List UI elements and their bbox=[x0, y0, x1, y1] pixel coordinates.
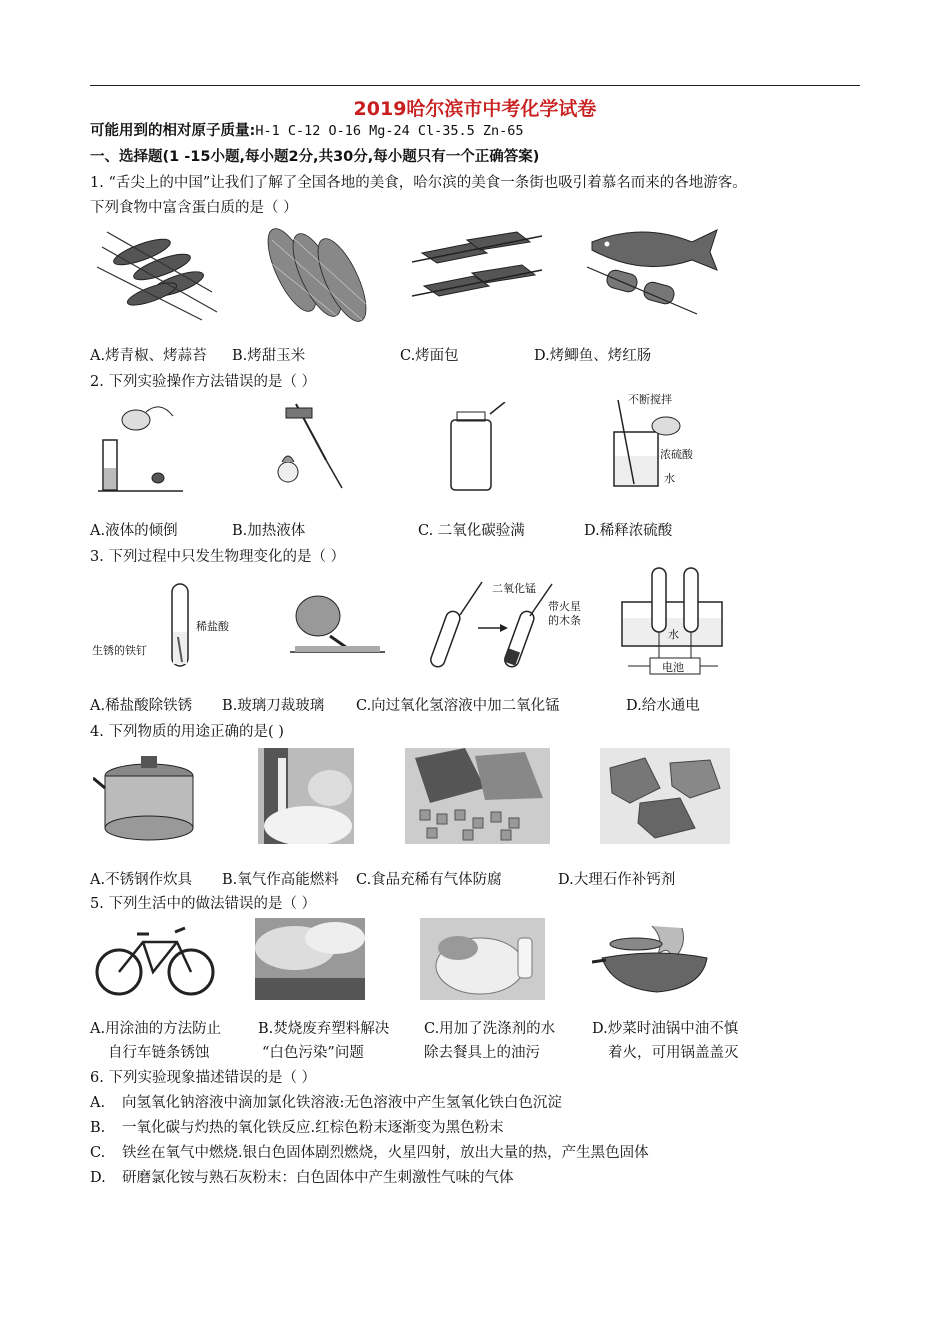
q2-option-a[interactable]: A.液体的倾倒 bbox=[90, 523, 178, 539]
exam-title: 2019哈尔滨市中考化学试卷 bbox=[353, 98, 597, 120]
q1-option-d[interactable]: D.烤鲫鱼、烤红肠 bbox=[534, 348, 652, 364]
bicycle-image bbox=[93, 918, 218, 1000]
label-electrolysis-water: 水 bbox=[668, 628, 679, 641]
q4-option-b[interactable]: B.氧气作高能燃料 bbox=[222, 872, 339, 888]
label-stir: 不断搅拌 bbox=[628, 393, 672, 406]
atomic-mass-values: H-1 C-12 O-16 Mg-24 Cl-35.5 Zn-65 bbox=[255, 123, 524, 139]
q5-option-b-line1[interactable]: B.焚烧废弃塑料解决 bbox=[258, 1021, 390, 1037]
q4-option-d[interactable]: D.大理石作补钙剂 bbox=[558, 872, 676, 888]
q6-option-c-letter: C. bbox=[90, 1145, 106, 1161]
q1-stem-line2: 下列食物中富含蛋白质的是（ ） bbox=[90, 200, 298, 216]
q6-option-b-letter: B. bbox=[90, 1120, 106, 1136]
heating-liquid-image bbox=[268, 400, 358, 492]
q3-option-c[interactable]: C.向过氧化氢溶液中加二氧化锰 bbox=[356, 698, 560, 714]
burning-plastic-image bbox=[255, 918, 365, 1000]
q5-option-a-line1[interactable]: A.用涂油的方法防止 bbox=[90, 1021, 222, 1037]
q6-option-c-text: 铁丝在氧气中燃烧.银白色固体剧烈燃烧，火星四射，放出大量的热，产生黑色固体 bbox=[122, 1145, 649, 1161]
q1-stem-line1: 1. “舌尖上的中国”让我们了解了全国各地的美食，哈尔滨的美食一条街也吸引着慕名而来的各地游客。 bbox=[90, 175, 747, 191]
atomic-mass-line bbox=[90, 121, 524, 141]
pressure-cooker-image bbox=[93, 748, 208, 844]
q6-option-c[interactable] bbox=[90, 1143, 649, 1163]
q3-stem: 3. 下列过程中只发生物理变化的是（ ） bbox=[90, 549, 346, 565]
rocket-launch-image bbox=[258, 748, 354, 844]
q2-option-d[interactable]: D.稀释浓硫酸 bbox=[584, 523, 673, 539]
dilute-acid-image bbox=[604, 392, 734, 492]
q1-option-c[interactable]: C.烤面包 bbox=[400, 348, 459, 364]
q3-option-d[interactable]: D.给水通电 bbox=[626, 698, 700, 714]
co2-test-image bbox=[445, 402, 515, 492]
washing-dishes-image bbox=[420, 918, 545, 1000]
q6-option-d-letter: D. bbox=[90, 1170, 106, 1186]
label-splint-2: 的木条 bbox=[548, 614, 581, 627]
q4-stem: 4. 下列物质的用途正确的是( ) bbox=[90, 724, 284, 740]
q5-option-a-line2: 自行车链条锈蚀 bbox=[108, 1045, 210, 1061]
q5-stem: 5. 下列生活中的做法错误的是（ ） bbox=[90, 896, 317, 912]
q4-option-c[interactable]: C.食品充稀有气体防腐 bbox=[356, 872, 502, 888]
q6-stem: 6. 下列实验现象描述错误的是（ ） bbox=[90, 1070, 317, 1086]
pan-fire-image bbox=[592, 918, 722, 1000]
q6-option-d[interactable] bbox=[90, 1168, 514, 1188]
grilled-fish-sausage-image bbox=[582, 222, 722, 322]
q1-option-a[interactable]: A.烤青椒、烤蒜苔 bbox=[90, 348, 207, 364]
label-water: 水 bbox=[664, 472, 675, 485]
q3-option-a[interactable]: A.稀盐酸除铁锈 bbox=[90, 698, 193, 714]
label-conc-acid: 浓硫酸 bbox=[660, 448, 693, 461]
grilled-corn-image bbox=[262, 220, 372, 330]
label-hcl: 稀盐酸 bbox=[196, 620, 229, 633]
q6-option-a-letter: A. bbox=[90, 1095, 106, 1111]
q6-option-b[interactable] bbox=[90, 1118, 504, 1138]
q2-option-c[interactable]: C. 二氧化碳验满 bbox=[418, 523, 525, 539]
food-packaging-image bbox=[405, 748, 550, 844]
water-electrolysis-image bbox=[618, 566, 728, 678]
q4-option-a[interactable]: A.不锈钢作炊具 bbox=[90, 872, 193, 888]
liquid-pouring-image bbox=[98, 398, 188, 494]
q6-option-b-text: 一氧化碳与灼热的氧化铁反应.红棕色粉末逐渐变为黑色粉末 bbox=[122, 1120, 504, 1136]
q5-option-b-line2: “白色污染”问题 bbox=[262, 1045, 364, 1061]
grilled-bread-image bbox=[412, 228, 547, 308]
rusty-nail-acid-image bbox=[92, 582, 252, 678]
glass-cutting-image bbox=[290, 586, 390, 666]
q2-option-b[interactable]: B.加热液体 bbox=[232, 523, 306, 539]
header-rule bbox=[90, 85, 860, 86]
q5-option-c-line1[interactable]: C.用加了洗涤剂的水 bbox=[424, 1021, 556, 1037]
q6-option-d-text: 研磨氯化铵与熟石灰粉末：白色固体中产生刺激性气味的气体 bbox=[122, 1170, 514, 1186]
label-mno2: 二氧化锰 bbox=[492, 582, 536, 595]
label-splint-1: 带火星 bbox=[548, 600, 581, 613]
q1-option-b[interactable]: B.烤甜玉米 bbox=[232, 348, 306, 364]
mno2-experiment-image bbox=[430, 580, 590, 676]
section-header: 一、选择题(1 -15小题,每小题2分,共30分,每小题只有一个正确答案) bbox=[90, 149, 540, 165]
atomic-mass-label: 可能用到的相对原子质量: bbox=[90, 123, 256, 139]
label-rusty-nail: 生锈的铁钉 bbox=[92, 644, 147, 657]
grilled-peppers-image bbox=[92, 222, 222, 322]
q5-option-d-line1[interactable]: D.炒菜时油锅中油不慎 bbox=[592, 1021, 739, 1037]
q2-stem: 2. 下列实验操作方法错误的是（ ） bbox=[90, 374, 317, 390]
q6-option-a-text: 向氢氧化钠溶液中滴加氯化铁溶液:无色溶液中产生氢氧化铁白色沉淀 bbox=[122, 1095, 562, 1111]
q5-option-c-line2: 除去餐具上的油污 bbox=[424, 1045, 540, 1061]
q6-option-a[interactable] bbox=[90, 1093, 562, 1113]
label-battery: 电池 bbox=[662, 661, 684, 674]
marble-stones-image bbox=[600, 748, 730, 844]
q3-option-b[interactable]: B.玻璃刀裁玻璃 bbox=[222, 698, 325, 714]
q5-option-d-line2: 着火，可用锅盖盖灭 bbox=[608, 1045, 739, 1061]
